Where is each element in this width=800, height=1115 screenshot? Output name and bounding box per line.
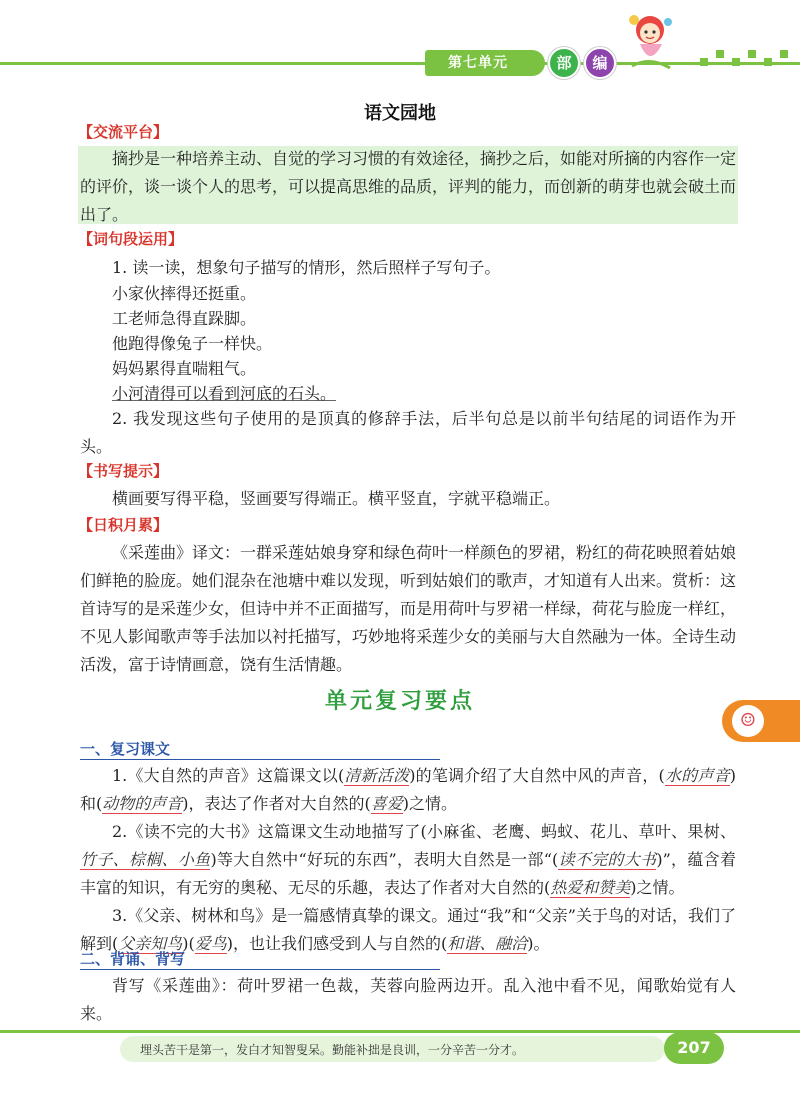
section-label-words: 【词句段运用】 <box>78 230 184 248</box>
girl-mascot-icon <box>612 8 682 78</box>
review-item-1: 1.《大自然的声音》这篇课文以(清新活泼)的笔调介绍了大自然中风的声音，(水的声音)和(动物的声音)，表达了作者对大自然的(喜爱)之情。 <box>80 766 736 813</box>
fox-face-icon: ☺ <box>732 705 764 737</box>
example-line-3: 他跑得像兔子一样快。 <box>112 334 273 353</box>
daily-text: 《采莲曲》译文：一群采莲姑娘身穿和绿色荷叶一样颜色的罗裙，粉红的荷花映照着姑娘们鲜艳的脸庞。她们混杂在池塘中难以发现，听到姑娘们的歌声，才知道有人出来。赏析：这首诗写的是采莲少女，但诗中并不正面描写，而是用荷叶与罗裙一样绿，荷花与脸庞一样红，不见人影闻歌声等手法加以衬托描写，巧妙地将采莲少女的美丽与大自然融为一体。全诗生动活泼，富于诗情画意，饶有生活情趣。 <box>80 543 737 674</box>
example-line-2: 工老师急得直跺脚。 <box>112 309 257 328</box>
section-label-writing: 【书写提示】 <box>78 462 169 480</box>
writing-text: 横画要写得平稳，竖画要写得端正。横平竖直，字就平稳端正。 <box>112 489 561 508</box>
review-heading-1: 一、复习课文 <box>80 740 171 758</box>
example-line-4: 妈妈累得直喘粗气。 <box>112 359 257 378</box>
exchange-text: 摘抄是一种培养主动、自觉的学习习惯的有效途径，摘抄之后，如能对所摘的内容作一定的评价，谈一谈个人的思考，可以提高思维的品质，评判的能力，而创新的萌芽也就会破土而出了。 <box>80 149 737 224</box>
unit-label: 第七单元 <box>448 55 508 71</box>
section-label-exchange: 【交流平台】 <box>78 123 169 141</box>
example-line-5: 小河清得可以看到河底的石头。 <box>112 384 337 403</box>
review-item-3: 3.《父亲、树林和鸟》是一篇感情真挚的课文。通过“我”和“父亲”关于鸟的对话，我们了解到(父亲知鸟)(爱鸟)，也让我们感受到人与自然的(和谐、融洽)。 <box>80 906 736 953</box>
recite-text: 背写《采莲曲》：荷叶罗裙一色裁，芙蓉向脸两边开。乱入池中看不见，闻歌始觉有人来。 <box>80 976 736 1023</box>
badge-bian: 编 <box>584 47 616 79</box>
footer-motto: 埋头苦干是第一，发白才知智叟呆。勤能补拙是良训，一分辛苦一分才。 <box>140 1043 525 1057</box>
badge-bu: 部 <box>548 47 580 79</box>
checker-decor <box>700 58 708 66</box>
checker-decor <box>716 50 724 58</box>
example-line-1: 小家伙摔得还挺重。 <box>112 284 257 303</box>
review-heading-2: 二、背诵、背写 <box>80 950 186 968</box>
section-label-daily: 【日积月累】 <box>78 516 169 534</box>
words-question-2: 2. 我发现这些句子使用的是顶真的修辞手法，后半句总是以前半句结尾的词语作为开头。 <box>80 409 736 456</box>
checker-decor <box>780 50 788 58</box>
words-question-1: 1. 读一读，想象句子描写的情形，然后照样子写句子。 <box>112 258 501 277</box>
page-title: 语文园地 <box>364 103 436 124</box>
checker-decor <box>732 58 740 66</box>
checker-decor <box>764 58 772 66</box>
heading-underline <box>80 969 440 970</box>
page-number: 207 <box>664 1032 724 1064</box>
review-title: 单元复习要点 <box>324 688 475 714</box>
heading-underline <box>80 759 440 760</box>
review-item-2: 2.《读不完的大书》这篇课文生动地描写了(小麻雀、老鹰、蚂蚁、花儿、草叶、果树、竹子、棕榈、小鱼)等大自然中“好玩的东西”，表明大自然是一部“(读不完的大书)”，蕴含着丰富的知识，有无穷的奥秘、无尽的乐趣，表达了作者对大自然的(热爱和赞美)之情。 <box>80 822 736 897</box>
checker-decor <box>748 50 756 58</box>
